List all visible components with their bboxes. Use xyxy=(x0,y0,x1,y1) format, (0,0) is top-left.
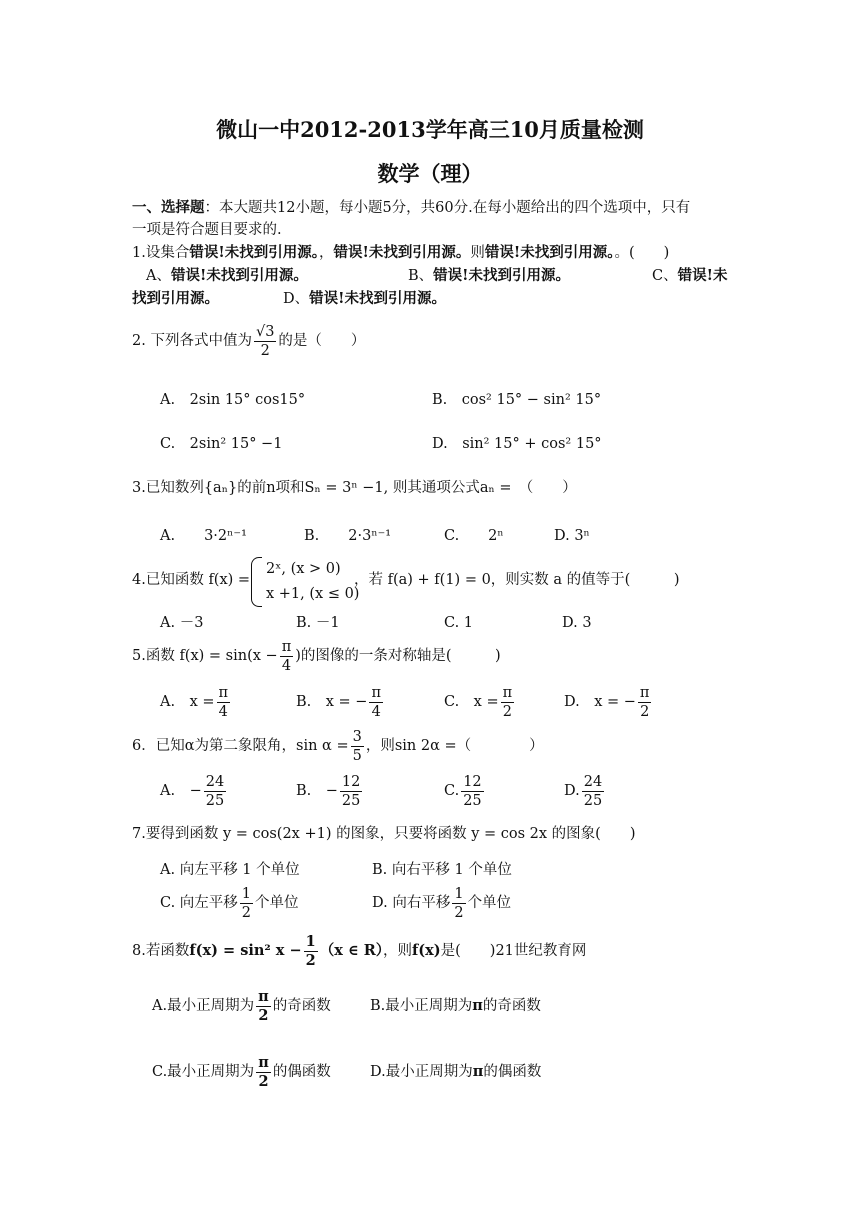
question-2-stem: 2. 下列各式中值为 $\frac{√3}{2}$ 的是（ ） xyxy=(132,323,366,359)
question-7-option-d: D. 向右平移 $\frac{1}{2}$ 个单位 xyxy=(372,885,512,921)
question-4-stem: 4.已知函数 f(x) = xyxy=(132,572,251,588)
question-1-option-c: C、错误!未 xyxy=(652,267,728,284)
page-title: 微山一中2012-2013学年高三10月质量检测 xyxy=(216,117,644,142)
question-2-option-c: C. 2sin² 15° −1 xyxy=(160,436,283,452)
question-1-option-c-cont: 找到引用源。 xyxy=(132,290,219,307)
question-4-option-c: C. 1 xyxy=(444,615,474,631)
question-6-option-a: A. − $\frac{24}{25}$ xyxy=(160,773,225,809)
question-3-option-b: B. 2·3ⁿ⁻¹ xyxy=(304,528,392,544)
question-3-option-d: D. 3ⁿ xyxy=(554,528,590,544)
question-7-option-c: C. 向左平移 $\frac{1}{2}$ 个单位 xyxy=(160,885,299,921)
question-8-stem: 8.若函数f(x) = sin² x − $\frac{1}{2}$ （x ∈ R），则f(x)是( )21世纪教育网 xyxy=(132,932,587,969)
question-4-case-2: x +1, (x ≤ 0) xyxy=(266,586,360,602)
question-4-option-a: A. －3 xyxy=(160,615,204,631)
fraction: $\frac{3}{5}$ xyxy=(352,728,362,764)
question-8-option-a: A.最小正周期为 $\frac{\pi}{2}$ 的奇函数 xyxy=(152,987,331,1024)
question-6-option-b: B. − $\frac{12}{25}$ xyxy=(296,773,361,809)
question-1-option-d: D、错误!未找到引用源。 xyxy=(283,290,447,307)
question-5-stem: 5.函数 f(x) = sin(x − $\frac{\pi}{4}$ )的图像的一条对称轴是( ) xyxy=(132,638,501,674)
question-6-option-d: D. $\frac{24}{25}$ xyxy=(564,773,603,809)
question-5-option-a: A. x = $\frac{\pi}{4}$ xyxy=(160,684,229,720)
section-text: ：本大题共12小题，每小题5分，共60分.在每小题给出的四个选项中，只有 xyxy=(204,200,691,216)
question-7-option-a: A. 向左平移 1 个单位 xyxy=(160,862,300,878)
question-4-tail: ，若 f(a) + f(1) = 0，则实数 a 的值等于( ) xyxy=(354,572,680,588)
question-7-option-b: B. 向右平移 1 个单位 xyxy=(372,862,512,878)
question-2-option-d: D. sin² 15° + cos² 15° xyxy=(432,436,602,452)
question-3-stem: 3.已知数列{aₙ}的前n项和Sₙ = 3ⁿ −1, 则其通项公式aₙ = （ ） xyxy=(132,480,577,496)
question-1-option-b: B、错误!未找到引用源。 xyxy=(408,267,571,284)
question-6-option-c: C. $\frac{12}{25}$ xyxy=(444,773,482,809)
page-subtitle: 数学（理） xyxy=(377,161,483,186)
fraction: $\frac{\pi}{4}$ xyxy=(281,638,292,674)
question-3-option-c: C. 2ⁿ xyxy=(444,528,504,544)
question-8-option-c: C.最小正周期为 $\frac{\pi}{2}$ 的偶函数 xyxy=(152,1053,331,1090)
question-5-option-d: D. x = − $\frac{\pi}{2}$ xyxy=(564,684,650,720)
piecewise-brace xyxy=(251,557,262,607)
question-5-option-c: C. x = $\frac{\pi}{2}$ xyxy=(444,684,513,720)
question-1-stem: 1.设集合错误!未找到引用源。，错误!未找到引用源。则错误!未找到引用源。。( ) xyxy=(132,244,670,261)
question-2-option-b: B. cos² 15° − sin² 15° xyxy=(432,392,602,408)
question-6-stem: 6．已知α为第二象限角，sin α = $\frac{3}{5}$ ，则sin 2α =（ ） xyxy=(132,728,544,764)
question-4-case-1: 2ˣ, (x > 0) xyxy=(266,561,341,577)
section-label: 一、选择题 xyxy=(132,199,205,216)
question-3-option-a: A. 3·2ⁿ⁻¹ xyxy=(160,528,247,544)
question-8-option-b: B.最小正周期为π的奇函数 xyxy=(370,997,541,1014)
question-7-stem: 7.要得到函数 y = cos(2x +1) 的图象，只要将函数 y = cos 2x 的图象( ) xyxy=(132,826,636,842)
section-text-2: 一项是符合题目要求的. xyxy=(132,222,282,238)
fraction: $\frac{√3}{2}$ xyxy=(255,323,275,359)
question-5-option-b: B. x = − $\frac{\pi}{4}$ xyxy=(296,684,381,720)
question-8-option-d: D.最小正周期为π的偶函数 xyxy=(370,1063,542,1080)
section-heading xyxy=(132,198,690,218)
question-4-option-b: B. －1 xyxy=(296,615,340,631)
question-2-option-a: A. 2sin 15° cos15° xyxy=(160,392,306,408)
question-4-option-d: D. 3 xyxy=(562,615,592,631)
fraction: $\frac{1}{2}$ xyxy=(305,932,316,969)
question-1-option-a: A、错误!未找到引用源。 xyxy=(146,267,308,284)
